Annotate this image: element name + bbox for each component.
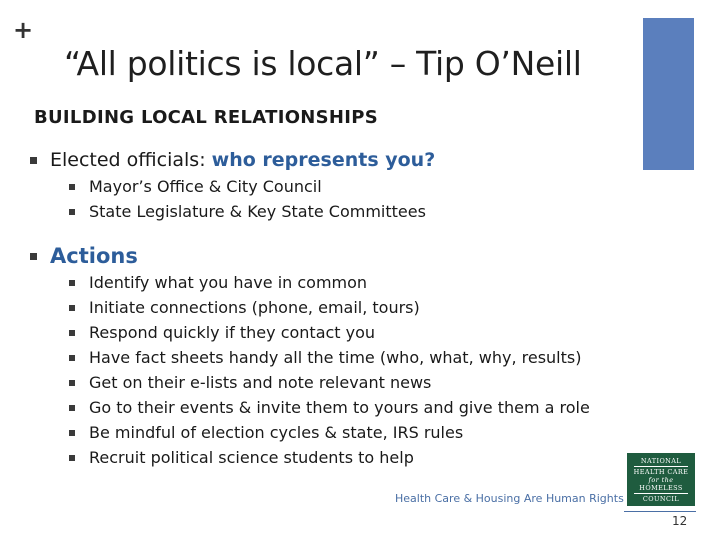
sub-bullet-text: Recruit political science students to help <box>89 448 414 467</box>
square-bullet-icon <box>69 184 75 190</box>
page-number: 12 <box>672 514 688 528</box>
sub-bullet <box>30 345 630 370</box>
sub-bullet-text: Go to their events & invite them to yours and give them a role <box>89 398 590 417</box>
sub-bullet <box>30 370 630 395</box>
square-bullet-icon <box>69 209 75 215</box>
sub-bullet-text: Identify what you have in common <box>89 273 368 292</box>
square-bullet-icon <box>69 380 75 386</box>
sub-bullet-text: Have fact sheets handy all the time (who, what, why, results) <box>89 348 582 367</box>
square-bullet-icon <box>69 405 75 411</box>
logo-divider <box>634 493 688 494</box>
sub-bullet <box>30 270 630 295</box>
council-logo <box>627 453 695 506</box>
bullet-elected-officials <box>30 146 630 174</box>
square-bullet-icon <box>69 330 75 336</box>
slide-subtitle: BUILDING LOCAL RELATIONSHIPS <box>34 107 379 128</box>
sub-bullet <box>30 395 630 420</box>
logo-line: HEALTH CARE <box>633 467 689 476</box>
bullet-label: Actions <box>50 244 138 268</box>
bullet-highlight: who represents you? <box>211 149 436 171</box>
footer-divider <box>624 511 696 512</box>
sub-bullet-text: Be mindful of election cycles & state, IRS rules <box>89 423 464 442</box>
square-bullet-icon <box>69 430 75 436</box>
bullet-list <box>30 146 630 470</box>
sub-bullet-text: Respond quickly if they contact you <box>89 323 376 342</box>
slide-title: “All politics is local” – Tip O’Neill <box>64 44 582 83</box>
square-bullet-icon <box>69 455 75 461</box>
logo-line: for the <box>648 475 674 484</box>
square-bullet-icon <box>69 280 75 286</box>
sub-bullet-text: Initiate connections (phone, email, tours) <box>89 298 420 317</box>
bullet-actions <box>30 242 630 270</box>
corner-plus-mark: + <box>13 16 34 44</box>
square-bullet-icon <box>30 253 37 260</box>
sub-bullet <box>30 320 630 345</box>
footer-tagline: Health Care & Housing Are Human Rights <box>395 492 624 505</box>
sub-bullet-text: State Legislature & Key State Committees <box>89 202 426 221</box>
bullet-label: Elected officials: <box>50 149 206 171</box>
square-bullet-icon <box>69 305 75 311</box>
sub-bullet <box>30 174 630 199</box>
sub-bullet <box>30 295 630 320</box>
accent-bar <box>643 18 694 170</box>
logo-line: COUNCIL <box>642 494 680 503</box>
sub-bullet-text: Get on their e-lists and note relevant news <box>89 373 432 392</box>
sub-bullet <box>30 445 630 470</box>
logo-divider <box>634 466 688 467</box>
logo-line: HOMELESS <box>639 483 683 492</box>
logo-line: NATIONAL <box>640 456 682 465</box>
sub-bullet-text: Mayor’s Office & City Council <box>89 177 322 196</box>
sub-bullet <box>30 420 630 445</box>
square-bullet-icon <box>30 157 37 164</box>
square-bullet-icon <box>69 355 75 361</box>
sub-bullet <box>30 199 630 224</box>
